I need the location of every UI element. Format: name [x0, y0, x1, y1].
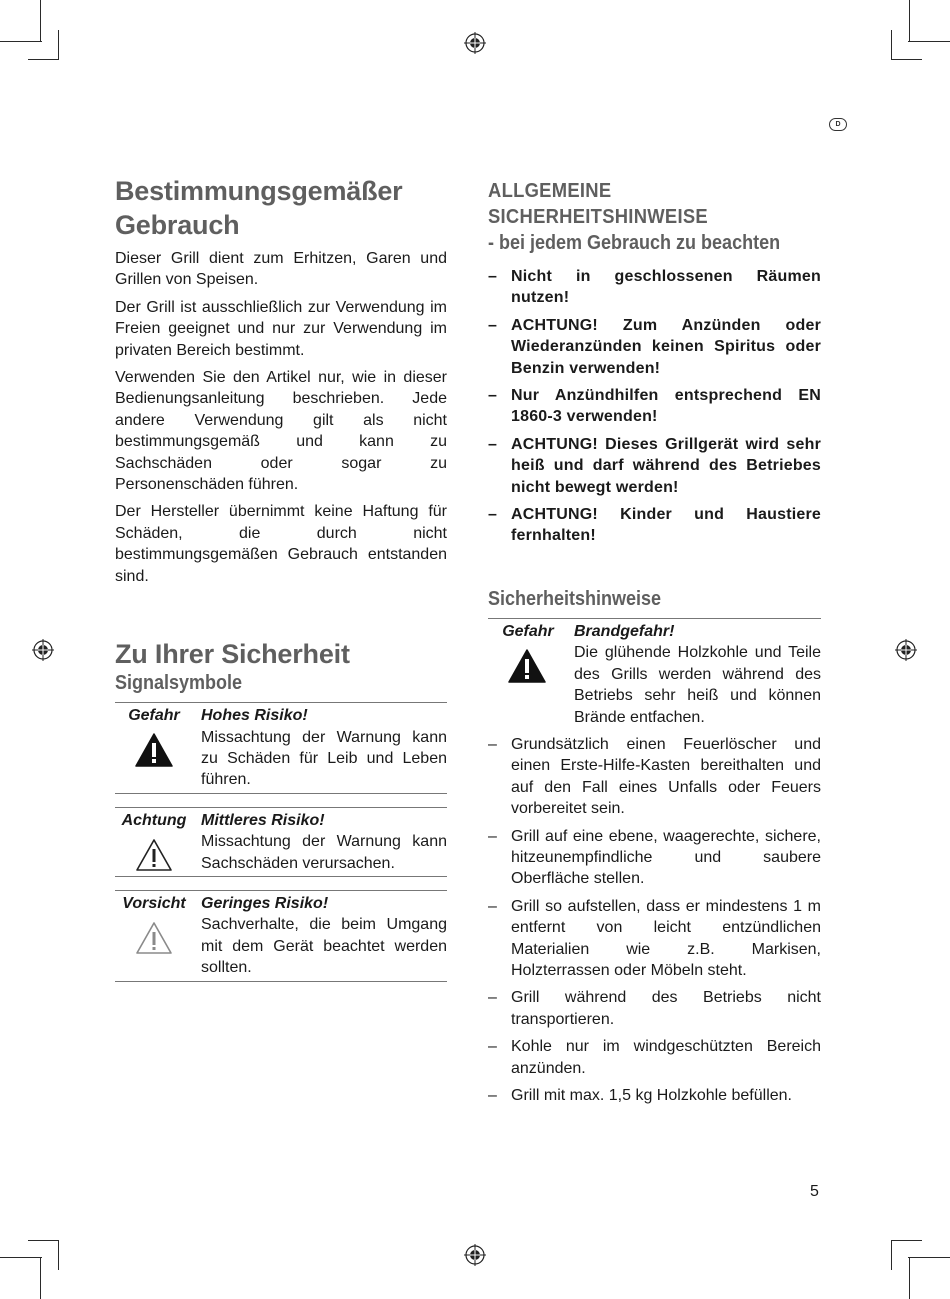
warning-outline-icon [135, 838, 173, 872]
signal-title: Mittleres Risiko! [201, 811, 325, 829]
signal-row-danger [115, 702, 447, 794]
crop-mark [0, 1257, 42, 1258]
list-item: – Grill auf eine ebene, waagerechte, sichere, hitzeunempfindliche und saubere Oberfläche stellen. [488, 826, 821, 890]
signal-description: Sachverhalte, die beim Umgang mit dem Gerät beachtet werden sollten. [201, 916, 447, 977]
registration-mark-icon [464, 32, 486, 54]
signal-title: Brandgefahr! [574, 622, 675, 640]
heading-general-safety [488, 178, 794, 230]
signal-label: Achtung [121, 811, 187, 829]
crop-mark [891, 59, 922, 60]
list-item: – Kohle nur im windgeschützten Bereich anzünden. [488, 1036, 821, 1079]
heading-line: SICHERHEITSHINWEISE [488, 206, 708, 228]
crop-mark [891, 1240, 892, 1270]
crop-mark [28, 59, 59, 60]
safety-notes-list [488, 734, 821, 1107]
warning-solid-icon [508, 649, 546, 683]
crop-mark [58, 30, 59, 60]
crop-mark [40, 0, 41, 42]
signal-table [115, 702, 447, 981]
list-item: – Grill mit max. 1,5 kg Holzkohle befüllen. [488, 1085, 821, 1106]
registration-mark-icon [464, 1244, 486, 1266]
left-column [115, 174, 447, 995]
signal-text [574, 621, 821, 728]
right-column [488, 178, 821, 1112]
heading-safety: Zu Ihrer Sicherheit [115, 639, 350, 670]
heading-safety-notes: Sicherheitshinweise [488, 587, 662, 610]
crop-mark [0, 41, 42, 42]
signal-description: Missachtung der Warnung kann zu Schäden für Leib und Leben führen. [201, 728, 447, 789]
language-badge: D [829, 118, 847, 131]
fire-warning-box [488, 618, 821, 728]
signal-description: Missachtung der Warnung kann Sachschäden verursachen. [201, 833, 447, 872]
list-item: – ACHTUNG! Zum Anzünden oder Wiederanzünden keinen Spiritus oder Benzin verwenden! [488, 315, 821, 379]
signal-text [201, 810, 447, 874]
crop-mark [28, 1240, 59, 1241]
list-item: – Nicht in geschlossenen Räumen nutzen! [488, 266, 821, 309]
signal-text [201, 705, 447, 791]
registration-mark-icon [32, 639, 54, 661]
list-item: – ACHTUNG! Kinder und Haustiere fernhalten! [488, 504, 821, 547]
crop-mark [40, 1257, 41, 1299]
paragraph: Verwenden Sie den Artikel nur, wie in dieser Bedienungsanleitung beschrieben. Jede andere Verwendung gilt als nicht bestimmungsgemäß und kann zu Sachschäden oder sogar zu Personenschäden führen. [115, 369, 447, 494]
signal-title: Hohes Risiko! [201, 707, 308, 725]
signal-label: Gefahr [502, 622, 554, 640]
signal-label: Vorsicht [122, 894, 186, 912]
paragraph: Der Hersteller übernimmt keine Haftung für Schäden, die durch nicht bestimmungsgemäßen Gebrauch entstanden sind. [115, 503, 447, 585]
list-item: – Grill während des Betriebs nicht transportieren. [488, 987, 821, 1030]
registration-mark-icon [895, 639, 917, 661]
signal-description: Die glühende Holzkohle und Teile des Grills werden während des Betriebs sehr heiß und können Brände entfachen. [574, 644, 821, 726]
signal-title: Geringes Risiko! [201, 894, 329, 912]
crop-mark [908, 1257, 950, 1258]
list-item: – Grill so aufstellen, dass er mindestens 1 m entfernt von leicht entzündlichen Materialien wie z.B. Markisen, Holzterrassen oder Möbeln steht. [488, 896, 821, 982]
crop-mark [891, 1240, 922, 1241]
list-item: – Grundsätzlich einen Feuerlöscher und einen Erste-Hilfe-Kasten bereithalten und auf den Fall eines Unfalls oder Feuers vorbereitet sein. [488, 734, 821, 820]
heading-line: Gebrauch [115, 210, 240, 240]
subheading-signal-symbols: Signalsymbole [115, 672, 243, 695]
signal-label: Gefahr [128, 707, 180, 725]
subheading-every-use: - bei jedem Gebrauch zu beachten [488, 232, 781, 254]
heading-line: Bestimmungsgemäßer [115, 176, 403, 206]
signal-row-careful [115, 890, 447, 982]
page-number: 5 [810, 1183, 819, 1200]
list-item: – ACHTUNG! Dieses Grillgerät wird sehr heiß und darf während des Betriebes nicht bewegt werden! [488, 434, 821, 498]
list-item: – Nur Anzündhilfen entsprechend EN 1860-3 verwenden! [488, 385, 821, 428]
crop-mark [909, 1257, 910, 1299]
crop-mark [909, 0, 910, 42]
paragraph: Dieser Grill dient zum Erhitzen, Garen und Grillen von Speisen. [115, 250, 447, 289]
warning-light-icon [135, 921, 173, 955]
general-safety-list [488, 266, 821, 547]
paragraph: Der Grill ist ausschließlich zur Verwendung im Freien geeignet und nur zur Verwendung im privaten Bereich bestimmt. [115, 298, 447, 359]
heading-intended-use [115, 174, 447, 242]
heading-line: ALLGEMEINE [488, 180, 612, 202]
signal-text [201, 893, 447, 979]
crop-mark [58, 1240, 59, 1270]
crop-mark [891, 30, 892, 60]
crop-mark [908, 41, 950, 42]
signal-row-caution [115, 807, 447, 877]
warning-solid-icon [135, 733, 173, 767]
